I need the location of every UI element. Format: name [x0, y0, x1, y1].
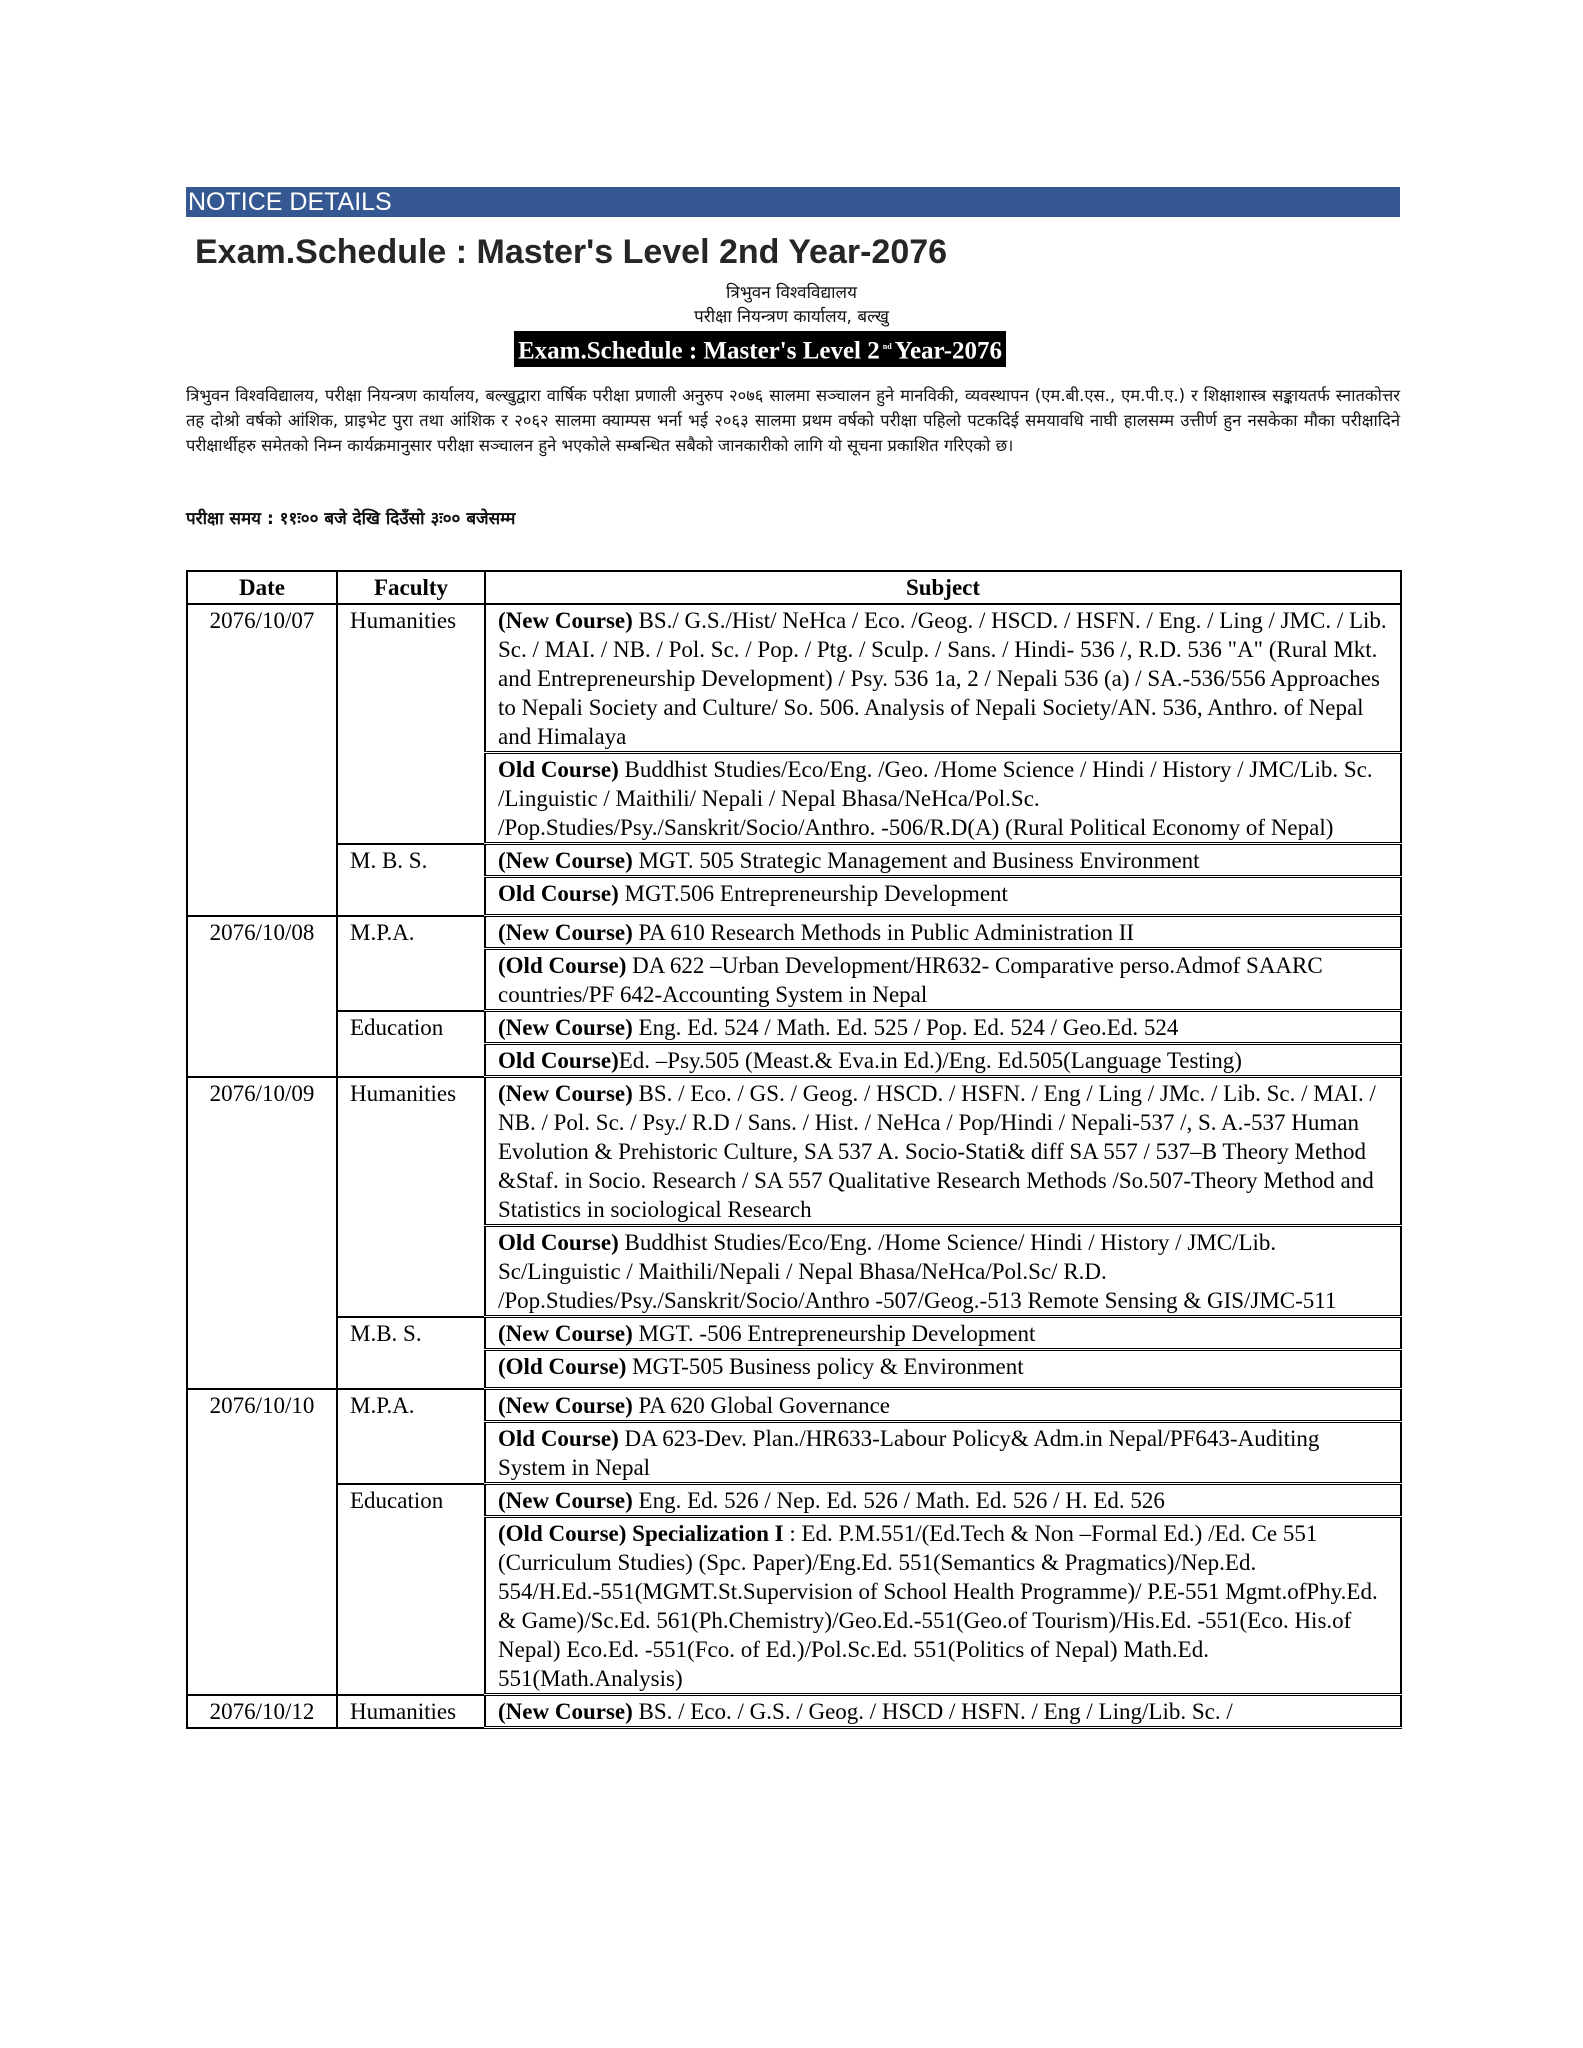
page-title: Exam.Schedule : Master's Level 2nd Year-2076 [195, 233, 948, 271]
course-text: Buddhist Studies/Eco/Eng. /Geo. /Home Science / Hindi / History / JMC/Lib. Sc. /Linguistic / Maithili/ Nepali / Nepal Bhasa/NeHca/Pol.Sc. /Pop.Studies/Psy./Sanskrit/Socio/Anthro. -506/R.D(A) (Rural Political Economy of Nepal) [498, 757, 1373, 840]
date-cell: 2076/10/10 [187, 1389, 337, 1695]
course-label: (New Course) [498, 848, 633, 873]
course-label: Old Course) [498, 1426, 619, 1451]
header-faculty: Faculty [337, 571, 485, 604]
header-date: Date [187, 571, 337, 604]
course-text: MGT. -506 Entrepreneurship Development [632, 1321, 1036, 1346]
table-row [187, 1389, 1401, 1422]
notice-details-header: NOTICE DETAILS [186, 187, 1400, 217]
course-label: Old Course) [498, 1048, 619, 1073]
table-row [187, 1695, 1401, 1728]
subject-cell [485, 1011, 1401, 1044]
subject-cell [485, 753, 1401, 844]
subject-cell [485, 916, 1401, 949]
subject-cell [485, 949, 1401, 1011]
course-label: (New Course) [498, 1699, 633, 1724]
course-text: BS. / Eco. / G.S. / Geog. / HSCD / HSFN. / Eng / Ling/Lib. Sc. / [632, 1699, 1233, 1724]
course-text: PA 610 Research Methods in Public Administration II [632, 920, 1135, 945]
highlighted-title [514, 331, 1006, 367]
subject-cell [485, 1044, 1401, 1077]
course-label: (Old Course) [498, 1354, 627, 1379]
course-text: BS./ G.S./Hist/ NeHca / Eco. /Geog. / HSCD. / HSFN. / Eng. / Ling / JMC. / Lib. Sc. / MAI. / NB. / Pol. Sc. / Pop. / Ptg. / Sculp. / Sans. / Hindi- 536 /, R.D. 536 "A" (Rural Mkt. and Entrepreneurship Development) / Psy. 536 1a, 2 / Nepali 536 (a) / SA.-536/556 Approaches to Nepali Society and Culture/ So. 506. Analysis of Nepali Society/AN. 536, Anthro. of Nepal and Himalaya [498, 608, 1387, 749]
office-name: परीक्षा नियन्त्रण कार्यालय, बल्खु [694, 307, 889, 327]
faculty-cell: M.P.A. [337, 916, 485, 1011]
course-text: MGT.506 Entrepreneurship Development [618, 881, 1008, 906]
course-label: (New Course) [498, 1488, 633, 1513]
subject-cell [485, 1350, 1401, 1389]
faculty-cell: M. B. S. [337, 844, 485, 916]
table-header-row [187, 571, 1401, 604]
course-label: (New Course) [498, 608, 633, 633]
faculty-cell: Education [337, 1484, 485, 1695]
course-text: Buddhist Studies/Eco/Eng. /Home Science/ Hindi / History / JMC/Lib. Sc/Linguistic / Maithili/Nepali / Nepal Bhasa/NeHca/Pol.Sc/ R.D. /Pop.Studies/Psy./Sanskrit/Socio/Anthro -507/Geog.-513 Remote Sensing & GIS/JMC-511 [498, 1230, 1337, 1313]
date-cell: 2076/10/09 [187, 1077, 337, 1389]
course-label: Old Course) [498, 881, 619, 906]
subject-cell [485, 1695, 1401, 1728]
subject-cell [485, 1484, 1401, 1517]
subject-cell [485, 1422, 1401, 1484]
faculty-cell: Education [337, 1011, 485, 1077]
table-row [187, 844, 1401, 877]
subject-cell [485, 1077, 1401, 1226]
intro-paragraph: त्रिभुवन विश्वविद्यालय, परीक्षा नियन्त्रण कार्यालय, बल्खुद्वारा वार्षिक परीक्षा प्रणाली अनुरुप २०७६ सालमा सञ्चालन हुने मानविकी, व्यवस्थापन (एम.बी.एस., एम.पी.ए.) र शिक्षाशास्त्र सङ्कायतर्फ स्नातकोत्तर तह दोश्रो वर्षको आंशिक, प्राइभेट पुरा तथा आंशिक र २०६२ सालमा क्याम्पस भर्ना भई २०६३ सालमा प्रथम वर्षको परीक्षा पहिलो पटकदिई समयावधि नाघी हालसम्म उत्तीर्ण हुन नसकेका मौका परीक्षादिने परीक्षार्थीहरु समेतको निम्न कार्यक्रमानुसार परीक्षा सञ्चालन हुने भएकोले सम्बन्धित सबैको जानकारीको लागि यो सूचना प्रकाशित गरिएको छ। [186, 386, 1400, 455]
course-label: Old Course) [498, 1230, 619, 1255]
course-text: Eng. Ed. 524 / Math. Ed. 525 / Pop. Ed. 524 / Geo.Ed. 524 [632, 1015, 1179, 1040]
course-label: (Old Course) Specialization I [498, 1521, 784, 1546]
course-text: Ed. –Psy.505 (Meast.& Eva.in Ed.)/Eng. Ed.505(Language Testing) [618, 1048, 1242, 1073]
subject-cell [485, 1317, 1401, 1350]
university-name: त्रिभुवन विश्वविद्यालय [726, 283, 857, 303]
course-text: DA 623-Dev. Plan./HR633-Labour Policy& Adm.in Nepal/PF643-Auditing System in Nepal [498, 1426, 1320, 1480]
highlighted-title-suffix: Year-2076 [894, 337, 1003, 365]
table-row [187, 604, 1401, 753]
course-label: (New Course) [498, 1015, 633, 1040]
course-label: Old Course) [498, 757, 619, 782]
course-text: : Ed. P.M.551/(Ed.Tech & Non –Formal Ed.) /Ed. Ce 551 (Curriculum Studies) (Spc. Paper)/Eng.Ed. 551(Semantics & Pragmatics)/Nep.Ed. 554/H.Ed.-551(MGMT.St.Supervision of School Health Programme)/ P.E-551 Mgmt.ofPhy.Ed. & Game)/Sc.Ed. 561(Ph.Chemistry)/Geo.Ed.-551(Geo.of Tourism)/His.Ed. -551(Eco. His.of Nepal) Eco.Ed. -551(Fco. of Ed.)/Pol.Sc.Ed. 551(Politics of Nepal) Math.Ed. 551(Math.Analysis) [498, 1521, 1378, 1691]
faculty-cell: Humanities [337, 604, 485, 844]
faculty-cell: Humanities [337, 1077, 485, 1317]
course-text: MGT-505 Business policy & Environment [626, 1354, 1024, 1379]
faculty-cell: M.P.A. [337, 1389, 485, 1484]
date-cell: 2076/10/12 [187, 1695, 337, 1728]
faculty-cell: M.B. S. [337, 1317, 485, 1389]
course-label: (New Course) [498, 1393, 633, 1418]
course-label: (New Course) [498, 920, 633, 945]
subject-cell [485, 877, 1401, 916]
course-label: (New Course) [498, 1321, 633, 1346]
course-label: (New Course) [498, 1081, 633, 1106]
subject-cell [485, 1389, 1401, 1422]
table-row [187, 1077, 1401, 1226]
highlighted-title-prefix: Exam.Schedule : Master's Level 2 [518, 337, 880, 365]
header-subject: Subject [485, 571, 1401, 604]
date-cell: 2076/10/07 [187, 604, 337, 916]
course-text: MGT. 505 Strategic Management and Business Environment [632, 848, 1200, 873]
table-row [187, 916, 1401, 949]
subject-cell [485, 1517, 1401, 1695]
date-cell: 2076/10/08 [187, 916, 337, 1077]
table-row [187, 1011, 1401, 1044]
course-text: DA 622 –Urban Development/HR632- Comparative perso.Admof SAARC countries/PF 642-Accounting System in Nepal [498, 953, 1323, 1007]
course-label: (Old Course) [498, 953, 627, 978]
highlighted-title-superscript: nd [882, 342, 892, 351]
exam-time: परीक्षा समय : ११ः०० बजे देखि दिउँसो ३ः०० बजेसम्म [186, 509, 516, 529]
table-row [187, 1317, 1401, 1350]
course-text: BS. / Eco. / GS. / Geog. / HSCD. / HSFN. / Eng / Ling / JMc. / Lib. Sc. / MAI. / NB. / Pol. Sc. / Psy./ R.D / Sans. / Hist. / NeHca / Pop/Hindi / Nepali-537 /, S. A.-537 Human Evolution & Prehistoric Culture, SA 537 A. Socio-Stati& diff SA 557 / 537–B Theory Method &Staf. in Socio. Research / SA 557 Qualitative Research Methods /So.507-Theory Method and Statistics in sociological Research [498, 1081, 1376, 1222]
subject-cell [485, 1226, 1401, 1317]
faculty-cell: Humanities [337, 1695, 485, 1728]
subject-cell [485, 844, 1401, 877]
subject-cell [485, 604, 1401, 753]
course-text: PA 620 Global Governance [632, 1393, 890, 1418]
course-text: Eng. Ed. 526 / Nep. Ed. 526 / Math. Ed. 526 / H. Ed. 526 [632, 1488, 1165, 1513]
table-row [187, 1484, 1401, 1517]
exam-schedule-table [186, 570, 1402, 1729]
